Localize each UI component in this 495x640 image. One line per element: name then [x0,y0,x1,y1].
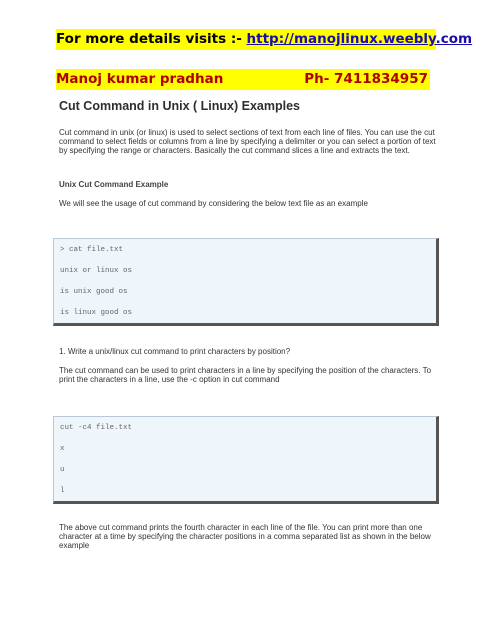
code-block-file [53,238,439,326]
code-line: x [60,445,65,453]
website-link[interactable]: http://manojlinux.weebly.com [246,31,473,47]
author-phone: Ph- 7411834957 [304,71,428,87]
answer-paragraph: The cut command can be used to print characters in a line by specifying the position of the characters. To print the characters in a line, use the -c option in cut command [59,366,432,385]
section-subheading: Unix Cut Command Example [59,180,169,189]
code-line: is linux good os [60,309,133,317]
usage-paragraph: We will see the usage of cut command by considering the below text file as an example [59,199,368,208]
code-line: u [60,466,65,474]
author-name: Manoj kumar pradhan [56,71,224,87]
intro-paragraph: Cut command in unix (or linux) is used to select sections of text from each line of files. You can use the cut command to select fields or columns from a line by specifying a delimiter or you can select a portion of text by specifying the range or characters. Basically the cut command slices a line and extracts the text. [59,128,436,156]
code-block-cut [53,416,439,504]
page-title: Cut Command in Unix ( Linux) Examples [59,99,300,113]
code-line: cut -c4 file.txt [60,424,133,432]
details-banner [56,29,473,50]
code-line: is unix good os [60,288,128,296]
code-line: l [60,487,65,495]
author-banner [56,69,430,90]
code-line: > cat file.txt [60,246,124,254]
question-heading: 1. Write a unix/linux cut command to print characters by position? [59,347,291,356]
details-prefix: For more details visits :- [56,31,247,47]
closing-paragraph: The above cut command prints the fourth character in each line of the file. You can print more than one character at a time by specifying the character positions in a comma separated list as shown in the below example [59,523,431,551]
code-line: unix or linux os [60,267,133,275]
